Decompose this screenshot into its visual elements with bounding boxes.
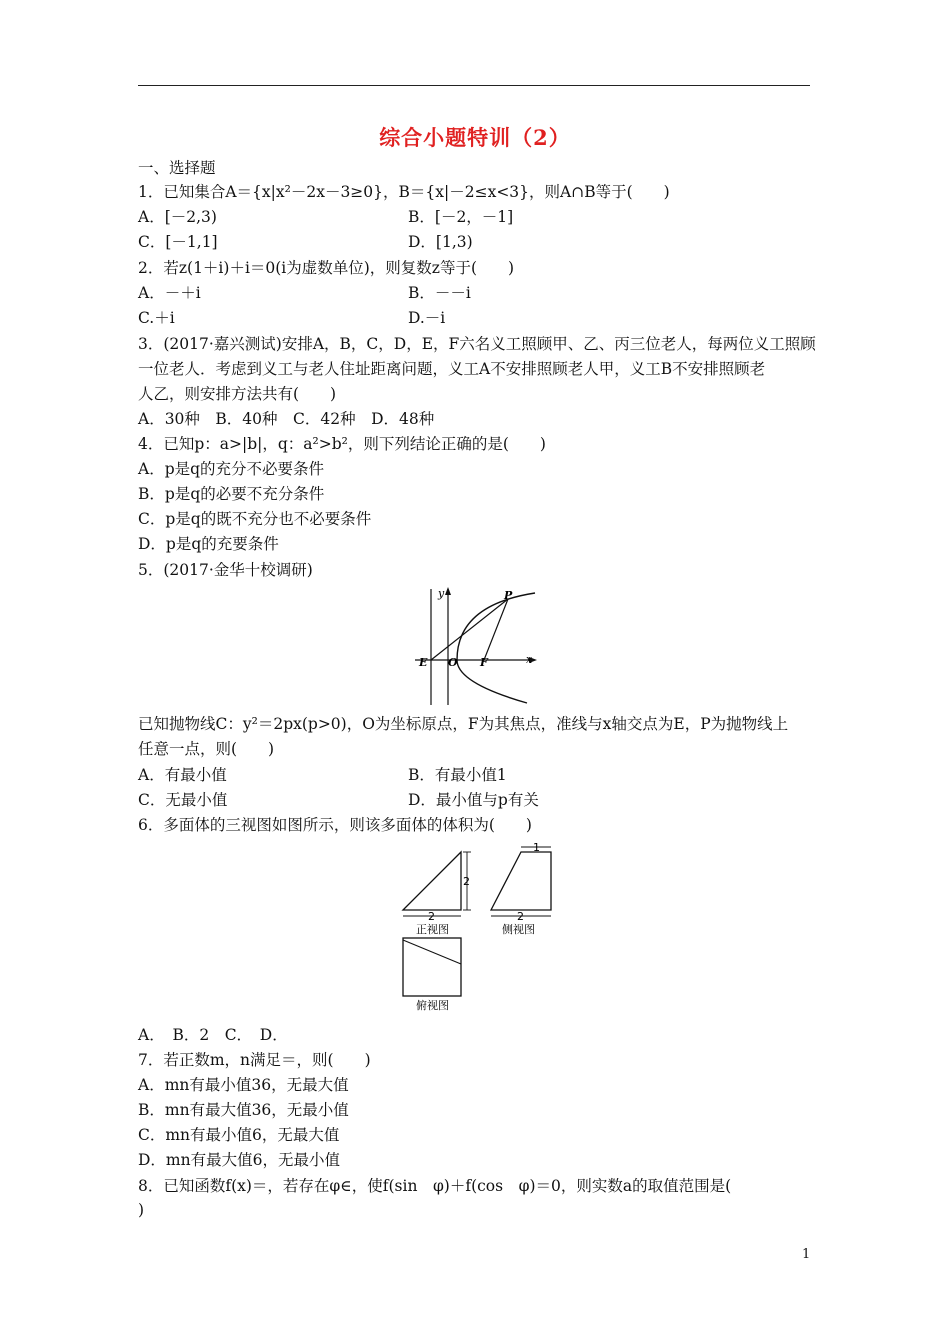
- front-view-label: 正视图: [416, 923, 449, 936]
- q5-line-1: 已知抛物线C：y²＝2px(p>0)，O为坐标原点，F为其焦点，准线与x轴交点为E，P为抛物线上: [138, 715, 789, 733]
- q7-option-c: C．mn有最小值6，无最大值: [138, 1126, 340, 1144]
- q1-stem: 1．已知集合A＝{x|x²－2x－3≥0}，B＝{x|－2≤x<3}，则A∩B等于( ): [138, 183, 670, 201]
- q2-option-d: D.－i: [408, 309, 446, 327]
- front-height-dim: 2: [463, 875, 470, 888]
- q7-option-a: A．mn有最小值36，无最大值: [138, 1076, 349, 1094]
- axis-label-y: y: [438, 587, 445, 600]
- q3-line-3: 人乙，则安排方法共有( ): [138, 385, 337, 403]
- q7-option-d: D．mn有最大值6，无最小值: [138, 1151, 340, 1169]
- point-label-f: F: [480, 656, 488, 669]
- q3-line-2: 一位老人．考虑到义工与老人住址距离问题，义工A不安排照顾老人甲，义工B不安排照顾老: [138, 360, 766, 378]
- side-width-dim: 2: [517, 910, 524, 923]
- q4-option-c: C．p是q的既不充分也不必要条件: [138, 510, 372, 528]
- header-rule: [138, 85, 810, 86]
- q2-option-b: B．－－i: [408, 284, 471, 302]
- q8-line-2: ): [138, 1201, 145, 1219]
- q6-options: A． B．2 C． D．: [138, 1026, 288, 1044]
- q1-option-c: C．[－1,1]: [138, 233, 218, 251]
- q3-options: A．30种 B．40种 C．42种 D．48种: [138, 410, 435, 428]
- q1-option-d: D．[1,3): [408, 233, 473, 251]
- q4-option-d: D．p是q的充要条件: [138, 535, 279, 553]
- front-width-dim: 2: [428, 910, 435, 923]
- q5-option-a: A．有最小值: [138, 766, 227, 784]
- q5-line-2: 任意一点，则( ): [138, 740, 275, 758]
- q8-line-1: 8．已知函数f(x)＝，若存在φ∈，使f(sin φ)＋f(cos φ)＝0，则实数a的取值范围是(: [138, 1177, 732, 1195]
- point-label-o: O: [448, 656, 458, 669]
- q6-stem: 6．多面体的三视图如图所示，则该多面体的体积为( ): [138, 816, 532, 834]
- point-label-p: P: [504, 589, 513, 602]
- q2-stem: 2．若z(1＋i)＋i＝0(i为虚数单位)，则复数z等于( ): [138, 259, 515, 277]
- q5-option-d: D．最小值与p有关: [408, 791, 539, 809]
- page-title: 综合小题特训（2）: [379, 125, 571, 150]
- page-number: 1: [802, 1247, 811, 1262]
- three-view-figure: [395, 842, 560, 1017]
- side-view-label: 侧视图: [502, 923, 535, 936]
- q7-option-b: B．mn有最大值36，无最小值: [138, 1101, 349, 1119]
- q4-stem: 4．已知p：a>|b|，q：a²>b²，则下列结论正确的是( ): [138, 435, 546, 453]
- q4-option-b: B．p是q的必要不充分条件: [138, 485, 325, 503]
- point-label-e: E: [419, 656, 428, 669]
- q7-stem: 7．若正数m，n满足＝，则( ): [138, 1051, 371, 1069]
- q2-option-c: C.＋i: [138, 309, 175, 327]
- q5-option-c: C．无最小值: [138, 791, 228, 809]
- section-heading: 一、选择题: [138, 159, 216, 177]
- top-view-label: 俯视图: [416, 999, 449, 1012]
- q3-line-1: 3．(2017·嘉兴测试)安排A，B，C，D，E，F六名义工照顾甲、乙、丙三位老人，每两位义工照顾: [138, 335, 816, 353]
- q5-option-b: B．有最小值1: [408, 766, 507, 784]
- axis-label-x: x: [526, 653, 533, 666]
- parabola-figure: [405, 585, 545, 710]
- q1-option-b: B．[－2，－1]: [408, 208, 514, 226]
- q2-option-a: A．－＋i: [138, 284, 201, 302]
- q4-option-a: A．p是q的充分不必要条件: [138, 460, 325, 478]
- side-top-dim: 1: [533, 842, 540, 854]
- q5-stem: 5．(2017·金华十校调研): [138, 561, 313, 579]
- q1-option-a: A．[－2,3): [138, 208, 217, 226]
